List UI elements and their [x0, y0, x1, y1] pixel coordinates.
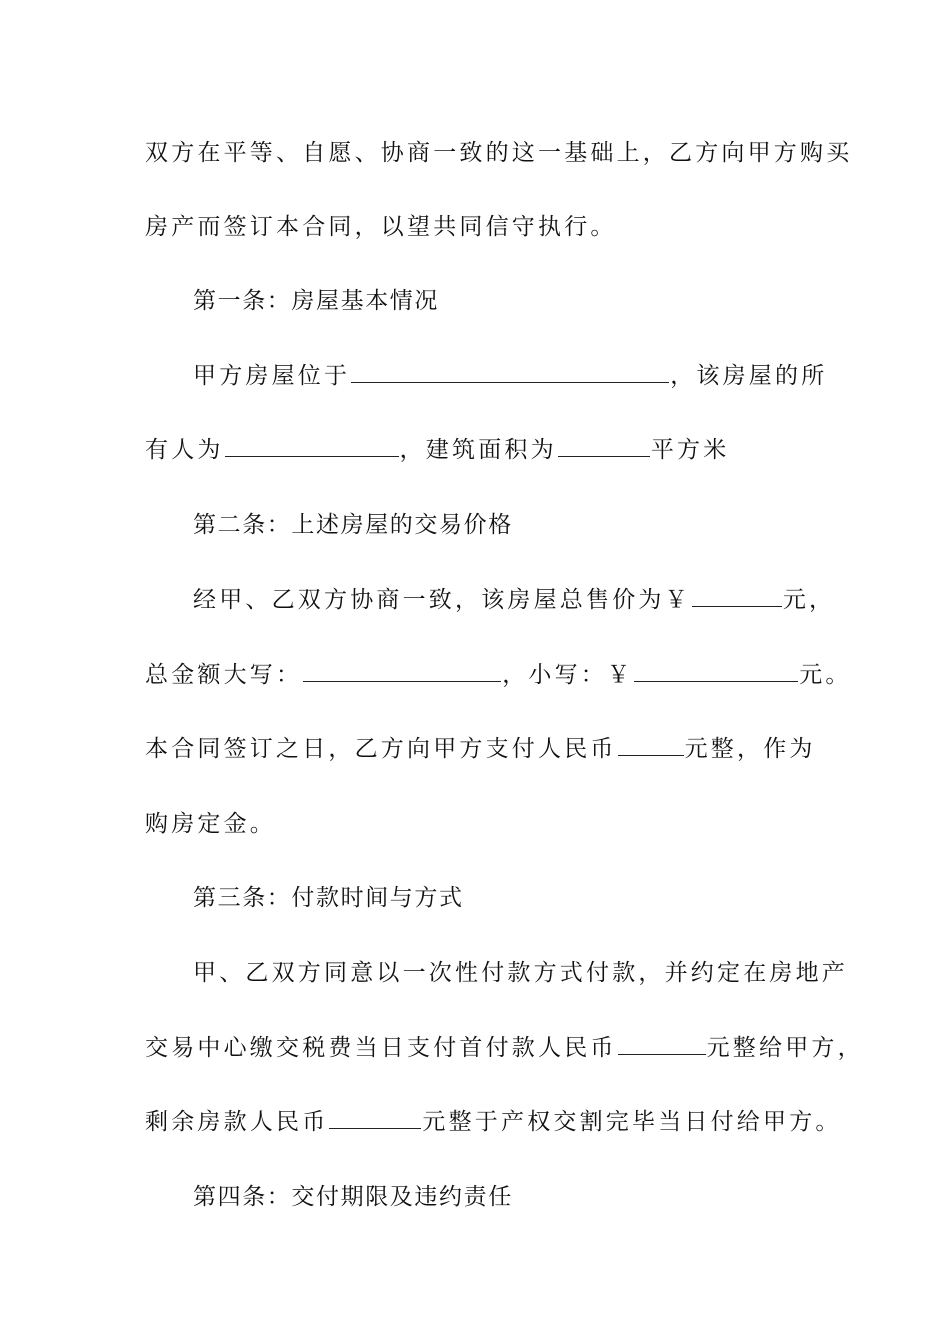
text: 甲、乙双方同意以一次性付款方式付款，并约定在房地产 — [193, 960, 848, 986]
text: 有人为 — [145, 437, 224, 463]
paragraph-line — [145, 138, 853, 168]
text: 平方米 — [650, 437, 730, 463]
text: 甲方房屋位于 — [193, 363, 351, 389]
paragraph-line — [145, 435, 825, 465]
heading-text: 第二条：上述房屋的交易价格 — [193, 512, 513, 538]
text: ，建筑面积为 — [399, 437, 557, 463]
article-1-heading — [193, 286, 873, 316]
article-3-heading — [193, 883, 873, 913]
text: ，小写：￥ — [502, 662, 634, 688]
article-2-heading — [193, 510, 873, 540]
text: 房产而签订本合同，以望共同信守执行。 — [145, 214, 617, 240]
text: 总金额大写： — [145, 662, 303, 688]
amount-figures-blank — [634, 661, 798, 682]
text: 元整给甲方， — [706, 1035, 864, 1061]
down-payment-blank — [618, 1034, 706, 1055]
paragraph-line — [145, 1033, 864, 1063]
paragraph-line — [145, 660, 852, 690]
paragraph-line — [145, 212, 825, 242]
paragraph-line — [193, 958, 873, 988]
text: 经甲、乙双方协商一致，该房屋总售价为￥ — [193, 587, 691, 613]
total-price-blank — [692, 586, 782, 607]
balance-blank — [329, 1108, 421, 1129]
text: 剩余房款人民币 — [145, 1109, 329, 1135]
text: 元整于产权交割完毕当日付给甲方。 — [422, 1109, 842, 1135]
text: 双方在平等、自愿、协商一致的这一基础上，乙方向甲方购买 — [145, 140, 853, 166]
text: 购房定金。 — [145, 811, 276, 837]
heading-text: 第三条：付款时间与方式 — [193, 885, 464, 911]
paragraph-line — [145, 734, 825, 764]
text: 元， — [782, 587, 836, 613]
text: 本合同签订之日，乙方向甲方支付人民币 — [145, 736, 617, 762]
owner-blank — [225, 436, 399, 457]
text: 交易中心缴交税费当日支付首付款人民币 — [145, 1035, 617, 1061]
location-blank — [351, 362, 669, 383]
text: ，该房屋的所 — [670, 363, 828, 389]
area-blank — [558, 436, 650, 457]
paragraph-line — [193, 361, 873, 391]
heading-text: 第一条：房屋基本情况 — [193, 288, 439, 314]
amount-words-blank — [303, 661, 501, 682]
text: 元。 — [799, 662, 852, 688]
article-4-heading — [193, 1182, 873, 1212]
text: 元整，作为 — [684, 736, 816, 762]
paragraph-line — [145, 809, 825, 839]
paragraph-line — [145, 1107, 842, 1137]
heading-text: 第四条：交付期限及违约责任 — [193, 1184, 513, 1210]
paragraph-line — [193, 585, 873, 615]
deposit-blank — [618, 735, 684, 756]
